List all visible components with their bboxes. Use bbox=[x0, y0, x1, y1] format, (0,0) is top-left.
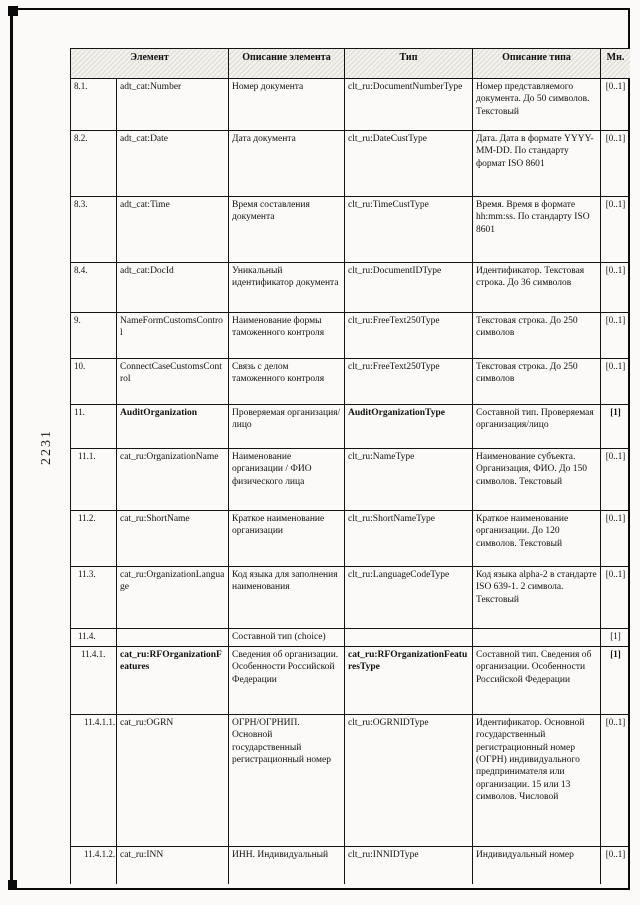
row-number-cell: 8.2. bbox=[71, 131, 117, 197]
table-row bbox=[71, 79, 631, 131]
element-cell: cat_ru:OrganizationLanguage bbox=[117, 567, 229, 629]
element-cell: cat_ru:INN bbox=[117, 847, 229, 885]
type-desc-cell bbox=[473, 629, 601, 647]
table-row bbox=[71, 359, 631, 405]
multiplicity-cell: [0..1] bbox=[601, 263, 631, 313]
type-cell: clt_ru:OGRNIDType bbox=[345, 715, 473, 847]
type-desc-cell: Дата. Дата в формате YYYY-MM-DD. По стандарту формат ISO 8601 bbox=[473, 131, 601, 197]
element-cell: adt_cat:Number bbox=[117, 79, 229, 131]
type-desc-cell: Составной тип. Проверяемая организация/лицо bbox=[473, 405, 601, 449]
multiplicity-cell: [0..1] bbox=[601, 449, 631, 511]
multiplicity-cell: [0..1] bbox=[601, 79, 631, 131]
multiplicity-cell: [1] bbox=[601, 405, 631, 449]
col-header-element-desc: Описание элемента bbox=[229, 49, 345, 79]
element-cell: adt_cat:Date bbox=[117, 131, 229, 197]
row-number-cell: 10. bbox=[71, 359, 117, 405]
table-region bbox=[70, 48, 630, 884]
multiplicity-cell: [0..1] bbox=[601, 567, 631, 629]
type-desc-cell: Номер представляемого документа. До 50 символов. Текстовый bbox=[473, 79, 601, 131]
table-row bbox=[71, 567, 631, 629]
type-cell: clt_ru:ShortNameType bbox=[345, 511, 473, 567]
row-number-cell: 11.2. bbox=[71, 511, 117, 567]
element-desc-cell: Код языка для заполнения наименования bbox=[229, 567, 345, 629]
element-cell: adt_cat:Time bbox=[117, 197, 229, 263]
type-cell: clt_ru:LanguageCodeType bbox=[345, 567, 473, 629]
multiplicity-cell: [0..1] bbox=[601, 511, 631, 567]
element-cell: cat_ru:RFOrganizationFeatures bbox=[117, 647, 229, 715]
type-cell: clt_ru:INNIDType bbox=[345, 847, 473, 885]
element-desc-cell: Краткое наименование организации bbox=[229, 511, 345, 567]
row-number-cell: 11.3. bbox=[71, 567, 117, 629]
table-row bbox=[71, 647, 631, 715]
type-desc-cell: Составной тип. Сведения об организации. Особенности Российской Федерации bbox=[473, 647, 601, 715]
row-number-cell: 11.1. bbox=[71, 449, 117, 511]
element-cell: cat_ru:ShortName bbox=[117, 511, 229, 567]
multiplicity-cell: [1] bbox=[601, 629, 631, 647]
element-desc-cell: Наименование формы таможенного контроля bbox=[229, 313, 345, 359]
multiplicity-cell: [0..1] bbox=[601, 359, 631, 405]
element-cell: adt_cat:DocId bbox=[117, 263, 229, 313]
type-desc-cell: Наименование субъекта. Организация, ФИО. До 150 символов. Текстовый bbox=[473, 449, 601, 511]
element-cell: cat_ru:OGRN bbox=[117, 715, 229, 847]
type-desc-cell: Код языка alpha-2 в стандарте ISO 639-1. 2 символа. Текстовый bbox=[473, 567, 601, 629]
table-row bbox=[71, 629, 631, 647]
table-row bbox=[71, 449, 631, 511]
type-desc-cell: Индивидуальный номер bbox=[473, 847, 601, 885]
type-desc-cell: Идентификатор. Основной государственный регистрационный номер (ОГРН) индивидуального предпринимателя или организации. 15 или 13 символов. Числовой bbox=[473, 715, 601, 847]
multiplicity-cell: [0..1] bbox=[601, 131, 631, 197]
multiplicity-cell: [0..1] bbox=[601, 715, 631, 847]
type-cell bbox=[345, 629, 473, 647]
row-number-cell: 8.3. bbox=[71, 197, 117, 263]
type-cell: cat_ru:RFOrganizationFeaturesType bbox=[345, 647, 473, 715]
scan-artifact-mark-bottom-left bbox=[8, 880, 17, 890]
page-number: 2231 bbox=[39, 429, 54, 465]
element-spec-table bbox=[70, 48, 630, 884]
table-row bbox=[71, 405, 631, 449]
element-desc-cell: Проверяемая организация/лицо bbox=[229, 405, 345, 449]
scan-artifact-mark-top-left bbox=[8, 6, 18, 16]
element-desc-cell: Составной тип (choice) bbox=[229, 629, 345, 647]
element-desc-cell: ИНН. Индивидуальный bbox=[229, 847, 345, 885]
table-row bbox=[71, 511, 631, 567]
type-cell: clt_ru:DocumentIDType bbox=[345, 263, 473, 313]
type-desc-cell: Текстовая строка. До 250 символов bbox=[473, 313, 601, 359]
table-row bbox=[71, 313, 631, 359]
col-header-element: Элемент bbox=[71, 49, 229, 79]
row-number-cell: 11.4. bbox=[71, 629, 117, 647]
element-desc-cell: Связь с делом таможенного контроля bbox=[229, 359, 345, 405]
row-number-cell: 11.4.1.1. bbox=[71, 715, 117, 847]
type-desc-cell: Идентификатор. Текстовая строка. До 36 символов bbox=[473, 263, 601, 313]
table-header-row bbox=[71, 49, 631, 79]
element-desc-cell: Дата документа bbox=[229, 131, 345, 197]
row-number-cell: 11.4.1.2. bbox=[71, 847, 117, 885]
element-cell: NameFormCustomsControl bbox=[117, 313, 229, 359]
type-desc-cell: Текстовая строка. До 250 символов bbox=[473, 359, 601, 405]
element-desc-cell: Номер документа bbox=[229, 79, 345, 131]
multiplicity-cell: [0..1] bbox=[601, 197, 631, 263]
multiplicity-cell: [0..1] bbox=[601, 313, 631, 359]
col-header-mult: Мн. bbox=[601, 49, 631, 79]
table-row bbox=[71, 715, 631, 847]
type-desc-cell: Краткое наименование организации. До 120 символов. Текстовый bbox=[473, 511, 601, 567]
table-row bbox=[71, 263, 631, 313]
multiplicity-cell: [1] bbox=[601, 647, 631, 715]
row-number-cell: 9. bbox=[71, 313, 117, 359]
table-row bbox=[71, 131, 631, 197]
element-cell bbox=[117, 629, 229, 647]
element-desc-cell: Время составления документа bbox=[229, 197, 345, 263]
row-number-cell: 11.4.1. bbox=[71, 647, 117, 715]
element-desc-cell: Уникальный идентификатор документа bbox=[229, 263, 345, 313]
element-cell: ConnectCaseCustomsControl bbox=[117, 359, 229, 405]
type-cell: clt_ru:NameType bbox=[345, 449, 473, 511]
type-desc-cell: Время. Время в формате hh:mm:ss. По стандарту ISO 8601 bbox=[473, 197, 601, 263]
multiplicity-cell: [0..1] bbox=[601, 847, 631, 885]
element-desc-cell: Наименование организации / ФИО физического лица bbox=[229, 449, 345, 511]
type-cell: clt_ru:DocumentNumberType bbox=[345, 79, 473, 131]
col-header-type: Тип bbox=[345, 49, 473, 79]
element-desc-cell: Сведения об организации. Особенности Российской Федерации bbox=[229, 647, 345, 715]
row-number-cell: 8.1. bbox=[71, 79, 117, 131]
element-cell: AuditOrganization bbox=[117, 405, 229, 449]
element-desc-cell: ОГРН/ОГРНИП. Основной государственный регистрационный номер bbox=[229, 715, 345, 847]
type-cell: clt_ru:FreeText250Type bbox=[345, 313, 473, 359]
table-row bbox=[71, 847, 631, 885]
type-cell: clt_ru:DateCustType bbox=[345, 131, 473, 197]
type-cell: clt_ru:FreeText250Type bbox=[345, 359, 473, 405]
col-header-type-desc: Описание типа bbox=[473, 49, 601, 79]
row-number-cell: 11. bbox=[71, 405, 117, 449]
table-row bbox=[71, 197, 631, 263]
row-number-cell: 8.4. bbox=[71, 263, 117, 313]
type-cell: AuditOrganizationType bbox=[345, 405, 473, 449]
type-cell: clt_ru:TimeCustType bbox=[345, 197, 473, 263]
element-cell: cat_ru:OrganizationName bbox=[117, 449, 229, 511]
